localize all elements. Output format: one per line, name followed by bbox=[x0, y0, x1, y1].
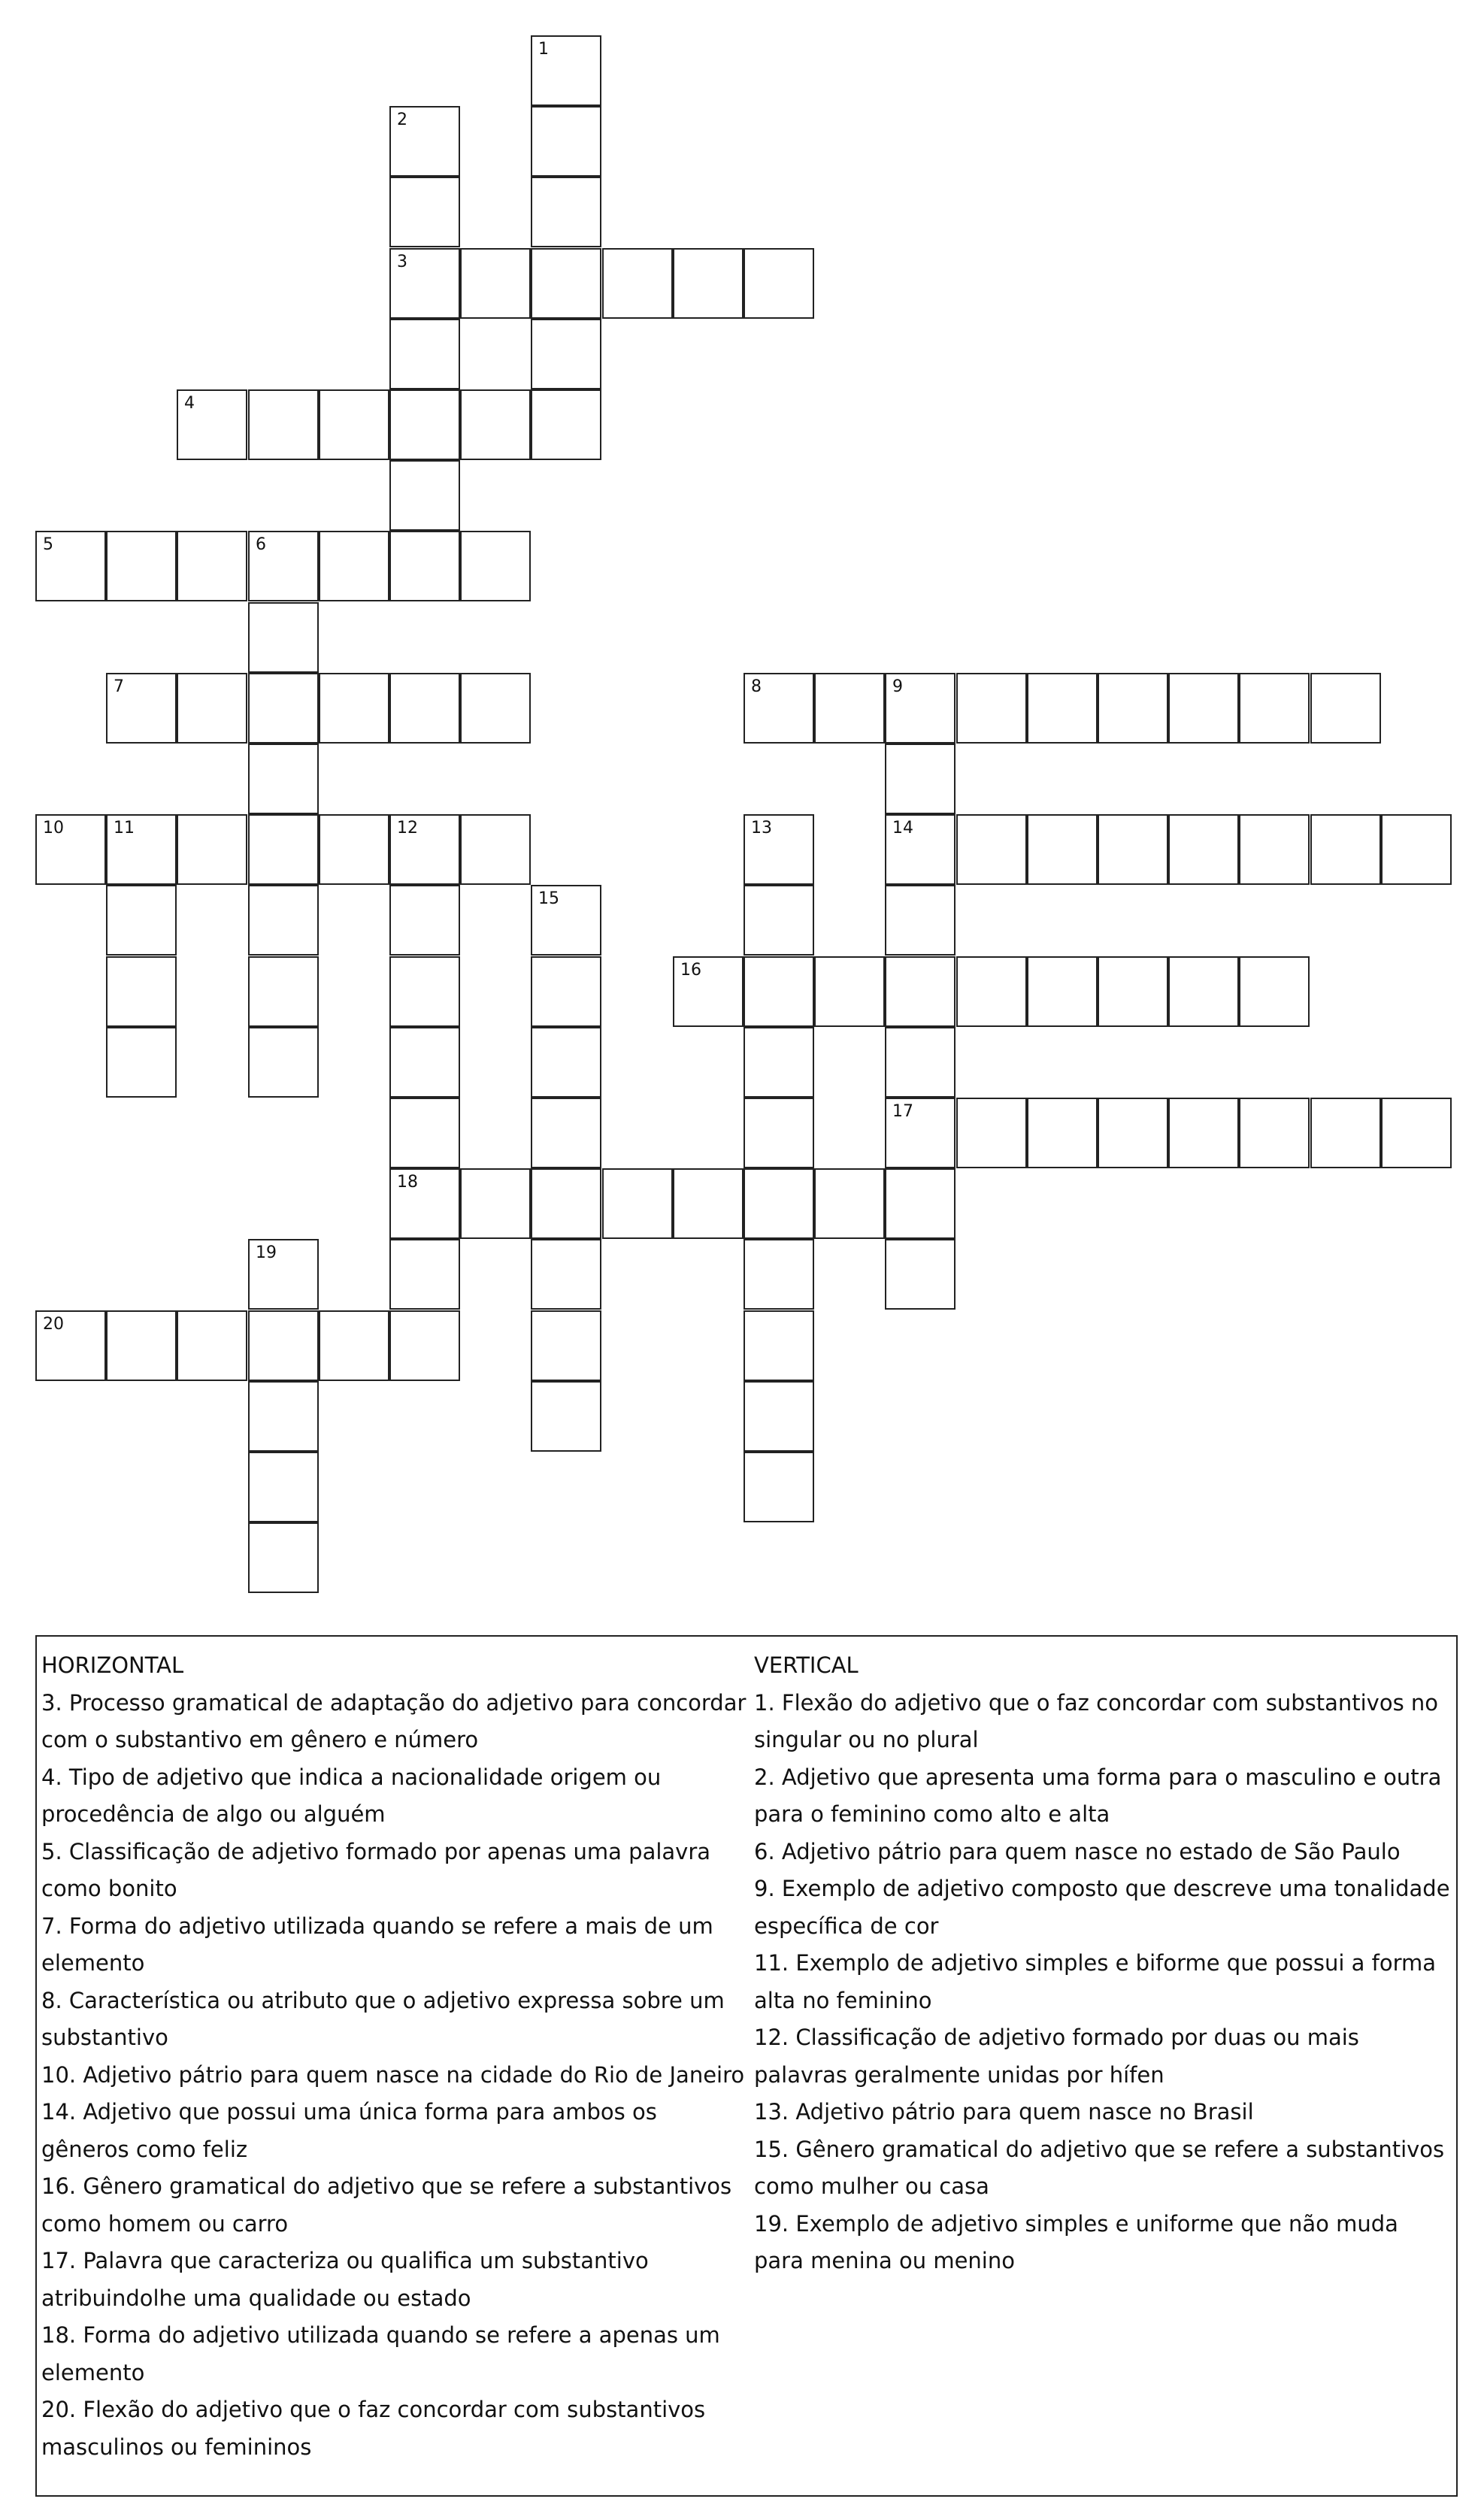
grid-cell[interactable] bbox=[389, 1027, 460, 1098]
clue-number: 8 bbox=[751, 677, 762, 696]
clue-horizontal-18: 18. Forma do adjetivo utilizada quando se refere a apenas um elemento bbox=[41, 2322, 720, 2385]
grid-cell[interactable] bbox=[319, 1310, 389, 1381]
clue-vertical-12: 12. Classificação de adjetivo formado por duas ou mais palavras geralmente unidas por hífen bbox=[754, 2025, 1359, 2088]
grid-cell[interactable] bbox=[1381, 1098, 1452, 1168]
vertical-clues bbox=[754, 1647, 1453, 2280]
grid-cell[interactable] bbox=[1310, 814, 1381, 885]
clue-horizontal-17: 17. Palavra que caracteriza ou qualifica um substantivo atribuindolhe uma qualidade ou estado bbox=[41, 2248, 649, 2311]
grid-cell[interactable] bbox=[602, 248, 673, 319]
clues-box bbox=[35, 1635, 1458, 2497]
grid-cell[interactable] bbox=[248, 744, 319, 814]
grid-cell[interactable] bbox=[248, 602, 319, 673]
grid-cell[interactable] bbox=[744, 1381, 814, 1452]
grid-cell[interactable] bbox=[1098, 814, 1168, 885]
grid-cell[interactable] bbox=[531, 1310, 601, 1381]
clue-horizontal-20: 20. Flexão do adjetivo que o faz concordar com substantivos masculinos ou femininos bbox=[41, 2397, 706, 2460]
grid-cell[interactable] bbox=[389, 885, 460, 956]
grid-cell[interactable] bbox=[531, 35, 601, 106]
grid-cell[interactable] bbox=[531, 1168, 601, 1239]
grid-cell[interactable] bbox=[531, 1027, 601, 1098]
grid-cell[interactable] bbox=[35, 531, 106, 601]
grid-cell[interactable] bbox=[814, 1168, 885, 1239]
grid-cell[interactable] bbox=[531, 389, 601, 460]
grid-cell[interactable] bbox=[389, 460, 460, 531]
grid-cell[interactable] bbox=[248, 1452, 319, 1522]
grid-cell[interactable] bbox=[1168, 956, 1239, 1027]
clue-number: 12 bbox=[397, 819, 418, 837]
grid-cell[interactable] bbox=[460, 1168, 531, 1239]
horizontal-clues bbox=[41, 1647, 748, 2466]
grid-cell[interactable] bbox=[956, 1098, 1027, 1168]
grid-cell[interactable] bbox=[177, 814, 247, 885]
grid-cell[interactable] bbox=[389, 248, 460, 319]
grid-cell[interactable] bbox=[460, 673, 531, 744]
clue-number: 11 bbox=[114, 819, 135, 837]
clue-number: 9 bbox=[892, 677, 903, 696]
clue-vertical-15: 15. Gênero gramatical do adjetivo que se refere a substantivos como mulher ou casa bbox=[754, 2136, 1445, 2199]
grid-cell[interactable] bbox=[885, 1168, 956, 1239]
grid-cell[interactable] bbox=[389, 1239, 460, 1310]
grid-cell[interactable] bbox=[814, 673, 885, 744]
grid-cell[interactable] bbox=[956, 814, 1027, 885]
grid-cell[interactable] bbox=[1239, 956, 1310, 1027]
clue-number: 17 bbox=[892, 1102, 913, 1121]
clue-horizontal-5: 5. Classificação de adjetivo formado por apenas uma palavra como bonito bbox=[41, 1838, 711, 1901]
grid-cell[interactable] bbox=[177, 531, 247, 601]
grid-cell[interactable] bbox=[389, 319, 460, 389]
grid-cell[interactable] bbox=[744, 1027, 814, 1098]
grid-cell[interactable] bbox=[319, 389, 389, 460]
grid-cell[interactable] bbox=[744, 956, 814, 1027]
clue-number: 3 bbox=[397, 253, 407, 271]
grid-cell[interactable] bbox=[1239, 814, 1310, 885]
clue-number: 20 bbox=[43, 1315, 64, 1334]
grid-cell[interactable] bbox=[1168, 814, 1239, 885]
grid-cell[interactable] bbox=[106, 885, 177, 956]
grid-cell[interactable] bbox=[531, 885, 601, 956]
grid-cell[interactable] bbox=[1310, 1098, 1381, 1168]
grid-cell[interactable] bbox=[1027, 1098, 1098, 1168]
grid-cell[interactable] bbox=[106, 1027, 177, 1098]
grid-cell[interactable] bbox=[1027, 673, 1098, 744]
grid-cell[interactable] bbox=[1098, 956, 1168, 1027]
grid-cell[interactable] bbox=[1168, 673, 1239, 744]
grid-cell[interactable] bbox=[389, 1168, 460, 1239]
clue-number: 4 bbox=[184, 394, 195, 413]
clue-number: 7 bbox=[114, 677, 124, 696]
grid-cell[interactable] bbox=[106, 1310, 177, 1381]
clue-horizontal-8: 8. Característica ou atributo que o adjetivo expressa sobre um substantivo bbox=[41, 1987, 725, 2050]
grid-cell[interactable] bbox=[885, 1027, 956, 1098]
grid-cell[interactable] bbox=[673, 1168, 744, 1239]
grid-cell[interactable] bbox=[248, 389, 319, 460]
horizontal-heading: HORIZONTAL bbox=[41, 1652, 184, 1678]
grid-cell[interactable] bbox=[460, 248, 531, 319]
clue-horizontal-10: 10. Adjetivo pátrio para quem nasce na cidade do Rio de Janeiro bbox=[41, 2061, 745, 2088]
grid-cell[interactable] bbox=[177, 673, 247, 744]
clue-horizontal-3: 3. Processo gramatical de adaptação do adjetivo para concordar com o substantivo em gênero e número bbox=[41, 1689, 747, 1752]
clue-number: 5 bbox=[43, 535, 53, 554]
grid-cell[interactable] bbox=[885, 885, 956, 956]
grid-cell[interactable] bbox=[389, 177, 460, 247]
clue-number: 13 bbox=[751, 819, 772, 837]
clue-number: 16 bbox=[680, 961, 701, 980]
grid-cell[interactable] bbox=[744, 1239, 814, 1310]
clue-vertical-6: 6. Adjetivo pátrio para quem nasce no estado de São Paulo bbox=[754, 1838, 1401, 1864]
clue-number: 10 bbox=[43, 819, 64, 837]
grid-cell[interactable] bbox=[1381, 814, 1452, 885]
grid-cell[interactable] bbox=[389, 956, 460, 1027]
grid-cell[interactable] bbox=[319, 673, 389, 744]
clue-number: 18 bbox=[397, 1173, 418, 1192]
clue-vertical-11: 11. Exemplo de adjetivo simples e biforme que possui a forma alta no feminino bbox=[754, 1950, 1437, 2013]
grid-cell[interactable] bbox=[35, 1310, 106, 1381]
grid-cell[interactable] bbox=[744, 1168, 814, 1239]
grid-cell[interactable] bbox=[673, 956, 744, 1027]
clue-vertical-13: 13. Adjetivo pátrio para quem nasce no Brasil bbox=[754, 2099, 1254, 2125]
grid-cell[interactable] bbox=[319, 531, 389, 601]
grid-cell[interactable] bbox=[531, 1098, 601, 1168]
grid-cell[interactable] bbox=[177, 389, 247, 460]
grid-cell[interactable] bbox=[885, 814, 956, 885]
grid-cell[interactable] bbox=[531, 106, 601, 177]
grid-cell[interactable] bbox=[885, 673, 956, 744]
vertical-heading: VERTICAL bbox=[754, 1652, 859, 1678]
grid-cell[interactable] bbox=[389, 106, 460, 177]
clue-horizontal-7: 7. Forma do adjetivo utilizada quando se refere a mais de um elemento bbox=[41, 1913, 713, 1976]
grid-cell[interactable] bbox=[389, 1310, 460, 1381]
grid-cell[interactable] bbox=[248, 673, 319, 744]
grid-cell[interactable] bbox=[1239, 673, 1310, 744]
grid-cell[interactable] bbox=[744, 1452, 814, 1522]
grid-cell[interactable] bbox=[106, 531, 177, 601]
grid-cell[interactable] bbox=[531, 1381, 601, 1452]
grid-cell[interactable] bbox=[885, 744, 956, 814]
grid-cell[interactable] bbox=[248, 531, 319, 601]
clue-number: 14 bbox=[892, 819, 913, 837]
grid-cell[interactable] bbox=[389, 814, 460, 885]
grid-cell[interactable] bbox=[531, 248, 601, 319]
grid-cell[interactable] bbox=[460, 814, 531, 885]
grid-cell[interactable] bbox=[673, 248, 744, 319]
clue-vertical-19: 19. Exemplo de adjetivo simples e uniforme que não muda para menina ou menino bbox=[754, 2210, 1398, 2273]
grid-cell[interactable] bbox=[106, 814, 177, 885]
grid-cell[interactable] bbox=[248, 1027, 319, 1098]
grid-cell[interactable] bbox=[531, 319, 601, 389]
clue-vertical-1: 1. Flexão do adjetivo que o faz concordar com substantivos no singular ou no plural bbox=[754, 1689, 1439, 1752]
grid-cell[interactable] bbox=[1098, 673, 1168, 744]
grid-cell[interactable] bbox=[106, 673, 177, 744]
clue-horizontal-16: 16. Gênero gramatical do adjetivo que se refere a substantivos como homem ou carro bbox=[41, 2173, 732, 2237]
grid-cell[interactable] bbox=[744, 885, 814, 956]
clue-vertical-2: 2. Adjetivo que apresenta uma forma para o masculino e outra para o feminino como alto e alta bbox=[754, 1764, 1442, 1827]
grid-cell[interactable] bbox=[531, 1239, 601, 1310]
grid-cell[interactable] bbox=[956, 673, 1027, 744]
grid-cell[interactable] bbox=[1098, 1098, 1168, 1168]
grid-cell[interactable] bbox=[1239, 1098, 1310, 1168]
grid-cell[interactable] bbox=[744, 814, 814, 885]
clue-horizontal-4: 4. Tipo de adjetivo que indica a nacionalidade origem ou procedência de algo ou alguém bbox=[41, 1764, 662, 1827]
grid-cell[interactable] bbox=[389, 389, 460, 460]
grid-cell[interactable] bbox=[744, 248, 814, 319]
grid-cell[interactable] bbox=[1027, 956, 1098, 1027]
grid-cell[interactable] bbox=[389, 1098, 460, 1168]
clue-vertical-9: 9. Exemplo de adjetivo composto que descreve uma tonalidade específica de cor bbox=[754, 1876, 1450, 1939]
grid-cell[interactable] bbox=[319, 814, 389, 885]
clue-number: 1 bbox=[538, 40, 549, 59]
grid-cell[interactable] bbox=[885, 1239, 956, 1310]
grid-cell[interactable] bbox=[248, 1381, 319, 1452]
grid-cell[interactable] bbox=[460, 531, 531, 601]
grid-cell[interactable] bbox=[248, 1239, 319, 1310]
grid-cell[interactable] bbox=[248, 814, 319, 885]
grid-cell[interactable] bbox=[389, 531, 460, 601]
grid-cell[interactable] bbox=[1168, 1098, 1239, 1168]
grid-cell[interactable] bbox=[744, 1310, 814, 1381]
grid-cell[interactable] bbox=[248, 956, 319, 1027]
grid-cell[interactable] bbox=[389, 673, 460, 744]
clue-number: 2 bbox=[397, 111, 407, 129]
grid-cell[interactable] bbox=[885, 956, 956, 1027]
grid-cell[interactable] bbox=[602, 1168, 673, 1239]
clue-number: 15 bbox=[538, 889, 559, 908]
grid-cell[interactable] bbox=[814, 956, 885, 1027]
grid-cell[interactable] bbox=[106, 956, 177, 1027]
grid-cell[interactable] bbox=[35, 814, 106, 885]
grid-cell[interactable] bbox=[531, 956, 601, 1027]
clue-number: 19 bbox=[256, 1243, 277, 1262]
grid-cell[interactable] bbox=[248, 1310, 319, 1381]
grid-cell[interactable] bbox=[248, 1522, 319, 1593]
grid-cell[interactable] bbox=[744, 1098, 814, 1168]
grid-cell[interactable] bbox=[1310, 673, 1381, 744]
grid-cell[interactable] bbox=[531, 177, 601, 247]
clue-horizontal-14: 14. Adjetivo que possui uma única forma para ambos os gêneros como feliz bbox=[41, 2099, 657, 2162]
grid-cell[interactable] bbox=[248, 885, 319, 956]
grid-cell[interactable] bbox=[460, 389, 531, 460]
clue-number: 6 bbox=[256, 535, 266, 554]
grid-cell[interactable] bbox=[744, 673, 814, 744]
grid-cell[interactable] bbox=[177, 1310, 247, 1381]
grid-cell[interactable] bbox=[1027, 814, 1098, 885]
grid-cell[interactable] bbox=[956, 956, 1027, 1027]
grid-cell[interactable] bbox=[885, 1098, 956, 1168]
